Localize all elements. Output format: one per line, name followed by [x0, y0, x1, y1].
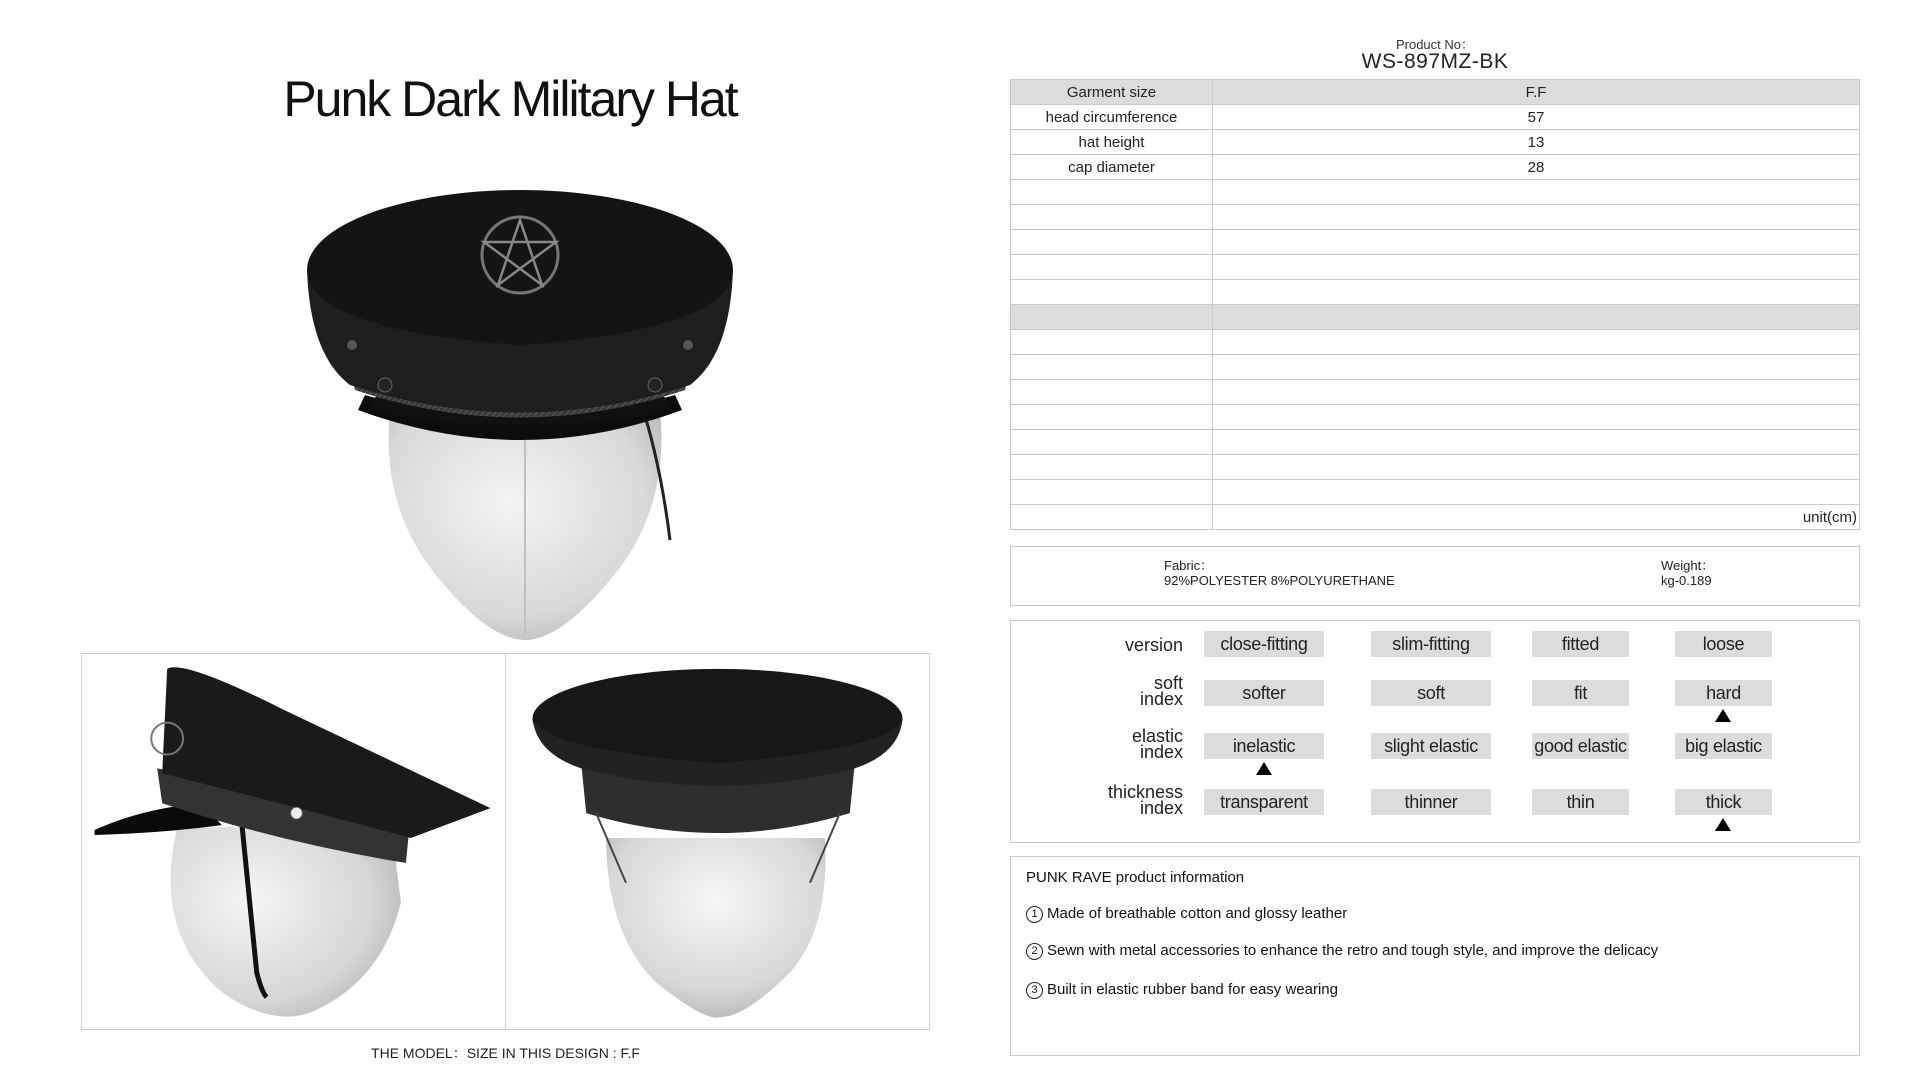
option-soft: soft	[1371, 680, 1491, 706]
option-thinner: thinner	[1371, 789, 1491, 815]
option-softer: softer	[1204, 680, 1324, 706]
fabric-info	[1164, 558, 1395, 588]
product-number-label: Product No：	[1395, 37, 1475, 52]
selected-marker-elastic	[1256, 762, 1272, 775]
unit-label: unit(cm)	[1802, 509, 1857, 526]
table-row	[1011, 155, 1860, 180]
info-item: 3 Built in elastic rubber band for easy wearing	[1026, 981, 1338, 999]
row-label: hat height	[1011, 130, 1213, 155]
empty-row	[1011, 355, 1860, 380]
option-loose: loose	[1675, 631, 1772, 657]
option-inelastic: inelastic	[1204, 733, 1324, 759]
back-view-photo	[505, 654, 929, 1029]
row-value: 28	[1213, 155, 1860, 180]
row-label: cap diameter	[1011, 155, 1213, 180]
hat-front-photo	[270, 140, 770, 640]
info-item: 2 Sewn with metal accessories to enhance the retro and tough style, and improve the delicacy	[1026, 942, 1658, 960]
header-garment-size: Garment size	[1011, 80, 1213, 105]
option-hard: hard	[1675, 680, 1772, 706]
info-item: 1 Made of breathable cotton and glossy leather	[1026, 905, 1347, 923]
empty-row	[1011, 255, 1860, 280]
option-slight-elastic: slight elastic	[1371, 733, 1491, 759]
fabric-box	[1010, 546, 1860, 606]
empty-row	[1011, 280, 1860, 305]
product-title: Punk Dark Military Hat	[283, 71, 737, 127]
fabric-value: 92%POLYESTER 8%POLYURETHANE	[1164, 573, 1395, 588]
side-view-photo	[82, 654, 505, 1029]
empty-row	[1011, 405, 1860, 430]
fit-index-box	[1010, 620, 1860, 843]
empty-row	[1011, 455, 1860, 480]
index-label-version: version	[1124, 635, 1183, 655]
empty-shaded-row	[1011, 305, 1860, 330]
model-size-note: THE MODEL：SIZE IN THIS DESIGN : F.F	[371, 1045, 640, 1061]
empty-row	[1011, 380, 1860, 405]
empty-row	[1011, 330, 1860, 355]
row-value: 57	[1213, 105, 1860, 130]
selected-marker-soft	[1715, 709, 1731, 722]
side-views-frame	[81, 653, 930, 1030]
empty-row	[1011, 205, 1860, 230]
unit-row	[1011, 505, 1860, 530]
empty-row	[1011, 480, 1860, 505]
product-info-box	[1010, 856, 1860, 1056]
option-close-fitting: close-fitting	[1204, 631, 1324, 657]
selected-marker-thickness	[1715, 818, 1731, 831]
option-thin: thin	[1532, 789, 1629, 815]
row-label: head circumference	[1011, 105, 1213, 130]
empty-row	[1011, 230, 1860, 255]
row-value: 13	[1213, 130, 1860, 155]
product-number: WS-897MZ-BK	[1361, 50, 1509, 73]
fabric-label: Fabric：	[1164, 558, 1214, 573]
option-fitted: fitted	[1532, 631, 1629, 657]
number-badge: 3	[1026, 982, 1043, 999]
number-badge: 2	[1026, 943, 1043, 960]
option-fit: fit	[1532, 680, 1629, 706]
weight-info	[1661, 558, 1714, 588]
option-big-elastic: big elastic	[1675, 733, 1772, 759]
option-thick: thick	[1675, 789, 1772, 815]
info-heading: PUNK RAVE product information	[1026, 869, 1245, 886]
size-table	[1010, 79, 1860, 530]
table-row	[1011, 130, 1860, 155]
option-transparent: transparent	[1204, 789, 1324, 815]
size-table-header	[1011, 80, 1860, 105]
index-label-elastic: elastic index	[1131, 726, 1183, 762]
empty-row	[1011, 180, 1860, 205]
index-label-soft: soft index	[1139, 673, 1183, 709]
index-label-thickness: thickness index	[1107, 782, 1183, 818]
option-slim-fitting: slim-fitting	[1371, 631, 1491, 657]
option-good-elastic: good elastic	[1532, 733, 1629, 759]
weight-label: Weight：	[1661, 558, 1715, 573]
number-badge: 1	[1026, 906, 1043, 923]
weight-value: kg-0.189	[1661, 573, 1712, 588]
table-row	[1011, 105, 1860, 130]
header-size-ff: F.F	[1213, 80, 1860, 105]
empty-row	[1011, 430, 1860, 455]
